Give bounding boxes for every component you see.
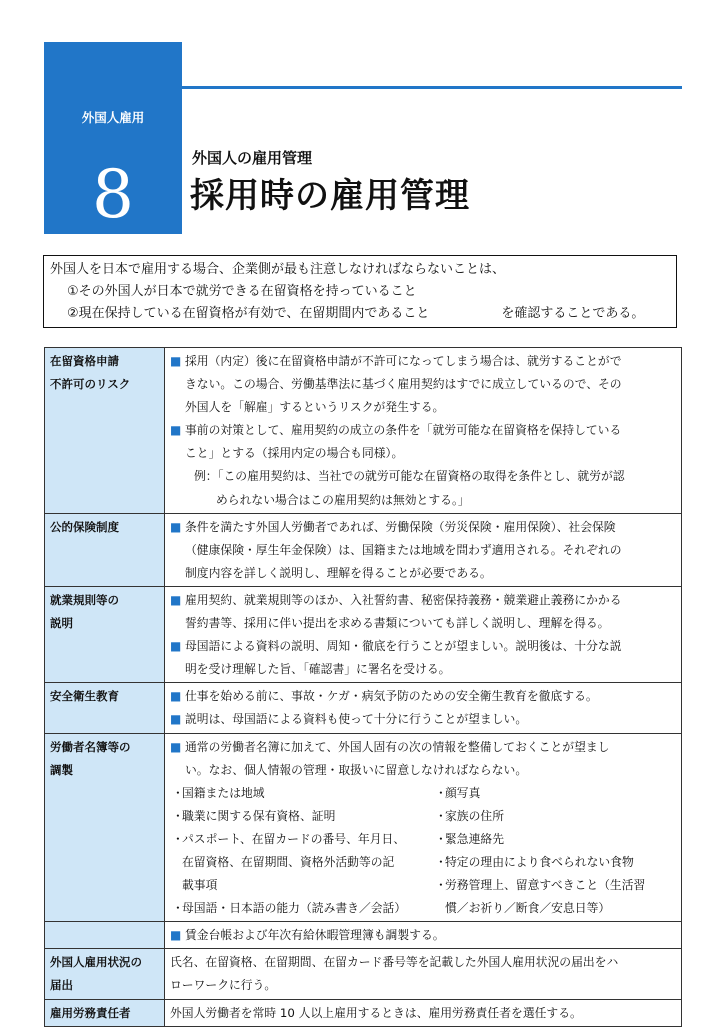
- row-header: 労働者名簿等の 調製: [45, 733, 165, 922]
- management-table: [44, 347, 682, 1027]
- info-list-left: [170, 782, 433, 921]
- info-list-right: [433, 782, 676, 921]
- row-content: 外国人労働者を常時 10 人以上雇用するときは、雇用労務責任者を選任する。: [165, 999, 682, 1026]
- table-row: [45, 949, 682, 999]
- table-row: [45, 586, 682, 682]
- summary-line: ①その外国人が日本で就労できる在留資格を持っていること: [67, 284, 417, 299]
- row-content: 氏名、在留資格、在留期間、在留カード番号等を記載した外国人雇用状況の届出をハ ローワークに行う。: [165, 949, 682, 999]
- row-header: 公的保険制度: [45, 513, 165, 586]
- page-title: 採用時の雇用管理: [190, 176, 470, 216]
- list-item: ・ 特定の理由により食べられない食物: [435, 854, 634, 869]
- category-label: 外国人雇用: [81, 110, 145, 125]
- list-item: ■ 母国語による資料の説明、周知・徹底を行うことが望ましい。説明後は、十分な説 明を受け理解した旨、「確認書」に署名を受ける。: [170, 635, 676, 681]
- row-content: [165, 586, 682, 682]
- row-header: 就業規則等の 説明: [45, 586, 165, 682]
- list-item: ■ 事前の対策として、雇用契約の成立の条件を「就労可能な在留資格を保持している こと」とする（採用内定の場合も同様）。: [170, 419, 676, 465]
- table-row: [45, 922, 682, 949]
- list-item: ■ 説明は、母国語による資料も使って十分に行うことが望ましい。: [170, 708, 676, 731]
- square-bullet-icon: ■: [170, 519, 182, 534]
- list-item: ・ 職業に関する保有資格、証明: [172, 808, 336, 823]
- summary-text: ②現在保持している在留資格が有効で、在留期間内であること: [67, 306, 430, 321]
- table-row: [45, 513, 682, 586]
- list-item: ■ 雇用契約、就業規則等のほか、入社誓約書、秘密保持義務・競業避止義務にかかる 誓約書等、採用に伴い提出を求める書類についても詳しく説明し、理解を得る。: [170, 589, 676, 635]
- list-item: ■ 仕事を始める前に、事故・ケガ・病気予防のための安全衛生教育を徹底する。: [170, 685, 676, 708]
- row-content: [165, 733, 682, 922]
- chapter-badge: [44, 42, 182, 234]
- square-bullet-icon: ■: [170, 928, 182, 943]
- example-text: 例：「この雇用契約は、当社での就労可能な在留資格の取得を条件とし、就労が認: [194, 469, 625, 484]
- square-bullet-icon: ■: [170, 423, 182, 438]
- list-item: ・ 国籍または地域: [172, 785, 265, 800]
- list-item: ■ 採用（内定）後に在留資格申請が不許可になってしまう場合は、就労することがで きない。この場合、労働基準法に基づく雇用契約はすでに成立しているので、その 外国人を「解雇」するというリスクが発生する。: [170, 350, 676, 419]
- header-rule: [182, 86, 682, 89]
- list-item: ・ パスポート、在留カードの番号、年月日、 在留資格、在留期間、資格外活動等の記 載事項: [172, 831, 406, 893]
- info-columns: [170, 782, 676, 921]
- table-row: [45, 683, 682, 733]
- list-item: ・ 顔写真: [435, 785, 481, 800]
- row-content: [165, 683, 682, 733]
- list-item: ■ 賃金台帳および年次有給休暇管理簿も調製する。: [170, 924, 676, 947]
- summary-line: [50, 303, 670, 325]
- list-item: ・ 家族の住所: [435, 808, 504, 823]
- list-item: ■ 通常の労働者名簿に加えて、外国人固有の次の情報を整備しておくことが望まし い。なお、個人情報の管理・取扱いに留意しなければならない。: [170, 736, 676, 782]
- summary-text: を確認することである。: [501, 306, 645, 321]
- page-subtitle: 外国人の雇用管理: [192, 149, 313, 167]
- row-header: 外国人雇用状況の 届出: [45, 949, 165, 999]
- summary-box: [43, 255, 677, 328]
- table-row: [45, 733, 682, 922]
- chapter-number: 8: [92, 156, 134, 233]
- row-header: 安全衛生教育: [45, 683, 165, 733]
- row-content: [165, 922, 682, 949]
- list-item: ■ 条件を満たす外国人労働者であれば、労働保険（労災保険・雇用保険）、社会保険 （健康保険・厚生年金保険）は、国籍または地域を問わず適用される。それぞれの 制度内容を詳しく説明し、理解を得ることが必要である。: [170, 516, 676, 585]
- row-content: [165, 513, 682, 586]
- row-header: [45, 922, 165, 949]
- square-bullet-icon: ■: [170, 739, 182, 754]
- square-bullet-icon: ■: [170, 592, 182, 607]
- row-content: [165, 348, 682, 514]
- square-bullet-icon: ■: [170, 354, 182, 368]
- list-item: ・ 母国語・日本語の能力（読み書き／会話）: [172, 901, 407, 916]
- table-row: [45, 348, 682, 514]
- table-row: [45, 999, 682, 1026]
- list-item: ・ 緊急連絡先: [435, 831, 504, 846]
- square-bullet-icon: ■: [170, 639, 182, 654]
- row-header: 在留資格申請 不許可のリスク: [45, 348, 165, 514]
- list-item: ・ 労務管理上、留意すべきこと（生活習 慣／お祈り／断食／安息日等）: [435, 878, 646, 916]
- summary-line: 外国人を日本で雇用する場合、企業側が最も注意しなければならないことは、: [50, 262, 506, 277]
- square-bullet-icon: ■: [170, 712, 182, 727]
- example-text: められない場合はこの雇用契約は無効とする。」: [216, 492, 470, 507]
- row-header: 雇用労務責任者: [45, 999, 165, 1026]
- square-bullet-icon: ■: [170, 689, 182, 704]
